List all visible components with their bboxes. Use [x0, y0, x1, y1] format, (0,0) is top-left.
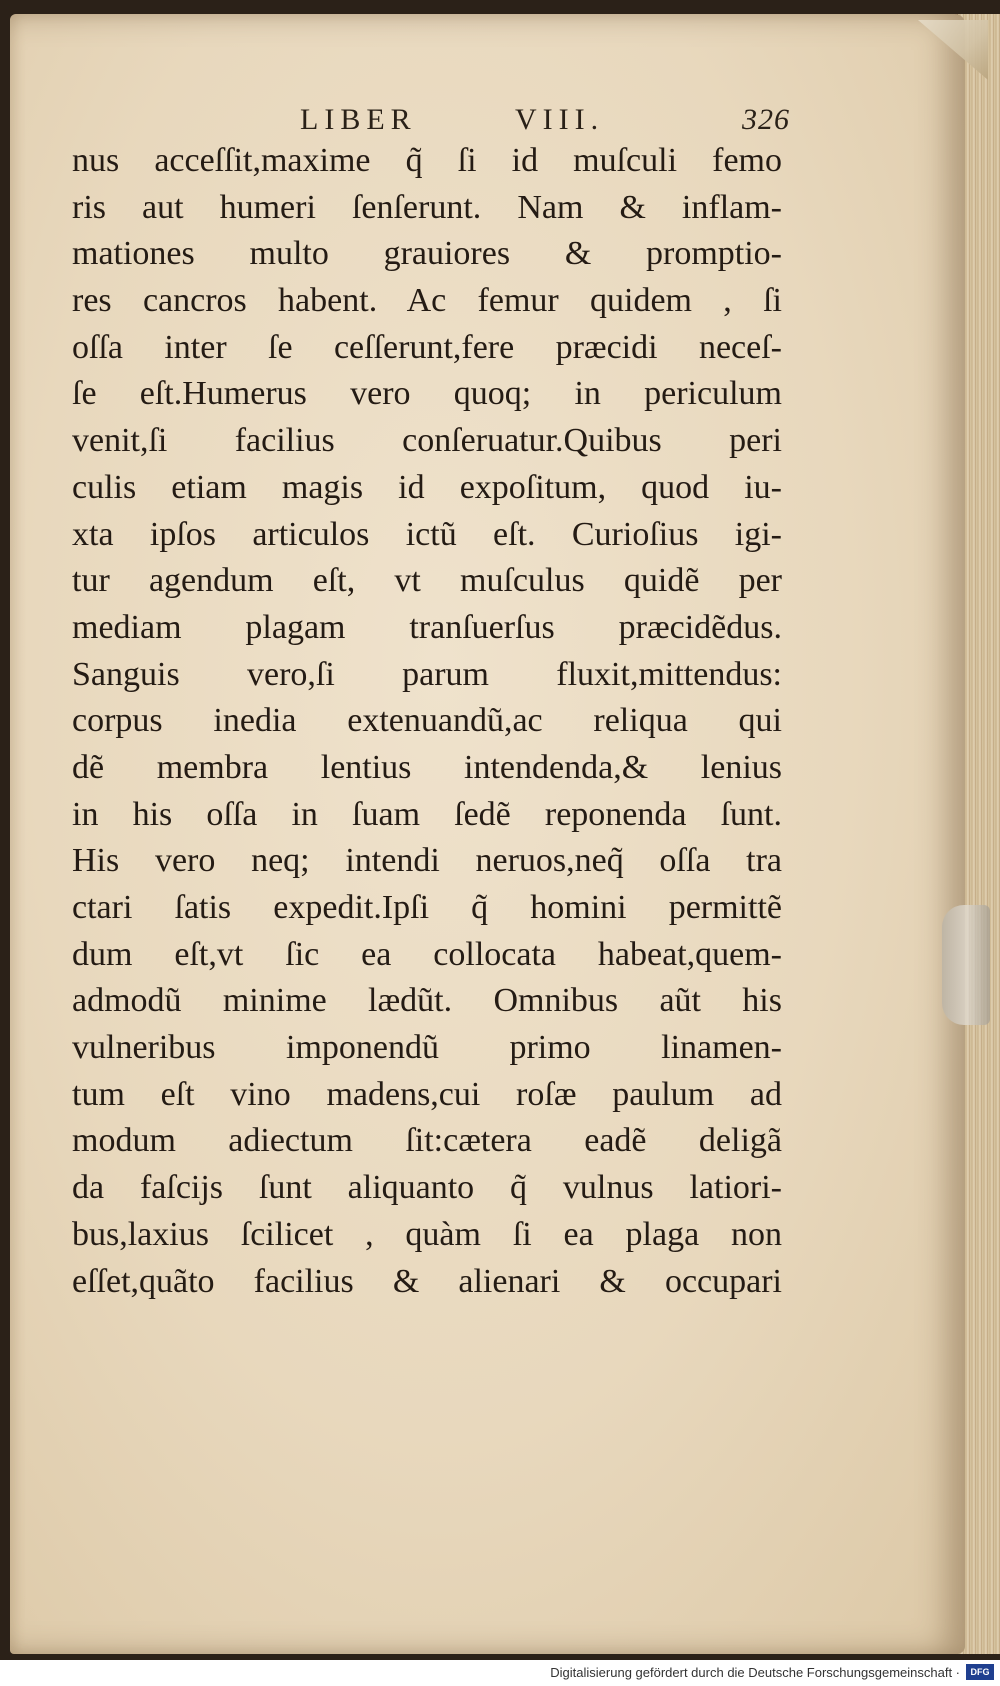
text-line: venit,ſi facilius conſeruatur.Quibus peri: [72, 422, 782, 460]
text-line: culis etiam magis id expoſitum, quod iu-: [72, 468, 782, 506]
page-clip: [942, 905, 990, 1025]
text-line: xta ipſos articulos ictũ eſt. Curioſius igi-: [72, 515, 782, 553]
text-line: ris aut humeri ſenſerunt. Nam & inflam-: [72, 188, 782, 226]
text-line: dẽ membra lentius intendenda,& lenius: [72, 748, 782, 786]
header-book-number: VIII.: [515, 103, 605, 136]
text-line: Sanguis vero,ſi parum fluxit,mittendus:: [72, 655, 782, 693]
text-line: eſſet,quãto facilius & alienari & occupari: [72, 1262, 782, 1300]
digitization-footer: [0, 1660, 1000, 1686]
text-line: res cancros habent. Ac femur quidem , ſi: [72, 282, 782, 320]
header-liber: LIBER: [300, 103, 417, 136]
text-line: tur agendum eſt, vt muſculus quidẽ per: [72, 562, 782, 600]
text-line: nus acceſſit,maxime q̃ ſi id muſculi femo: [72, 142, 782, 179]
text-line: modum adiectum ſit:cætera eadẽ deligã: [72, 1122, 782, 1160]
text-line: in his oſſa in ſuam ſedẽ reponenda ſunt.: [72, 795, 782, 833]
text-line: da faſcijs ſunt aliquanto q̃ vulnus latiori-: [72, 1169, 782, 1207]
text-line: tum eſt vino madens,cui roſæ paulum ad: [72, 1075, 782, 1113]
running-header: [300, 103, 790, 143]
text-line: mediam plagam tranſuerſus præcidẽdus.: [72, 608, 782, 646]
footer-credit: Digitalisierung gefördert durch die Deutsche Forschungsgemeinschaft ·: [550, 1665, 960, 1680]
text-line: mationes multo grauiores & promptio-: [72, 235, 782, 273]
dfg-logo-icon: DFG: [966, 1664, 994, 1680]
body-text: [72, 138, 782, 1305]
text-line: corpus inedia extenuandũ,ac reliqua qui: [72, 702, 782, 740]
text-line: bus,laxius ſcilicet , quàm ſi ea plaga non: [72, 1215, 782, 1253]
page-number: 326: [742, 103, 790, 136]
text-line: dum eſt,vt ſic ea collocata habeat,quem-: [72, 935, 782, 973]
text-line: admodũ minime lædũt. Omnibus aũt his: [72, 982, 782, 1020]
text-line: His vero neq; intendi neruos,neq̃ oſſa tra: [72, 842, 782, 880]
text-line: vulneribus imponendũ primo linamen-: [72, 1029, 782, 1067]
text-line: oſſa inter ſe ceſſerunt,fere præcidi neceſ-: [72, 328, 782, 366]
text-line: ſe eſt.Humerus vero quoq; in periculum: [72, 375, 782, 413]
text-line: ctari ſatis expedit.Ipſi q̃ homini permittẽ: [72, 889, 782, 926]
